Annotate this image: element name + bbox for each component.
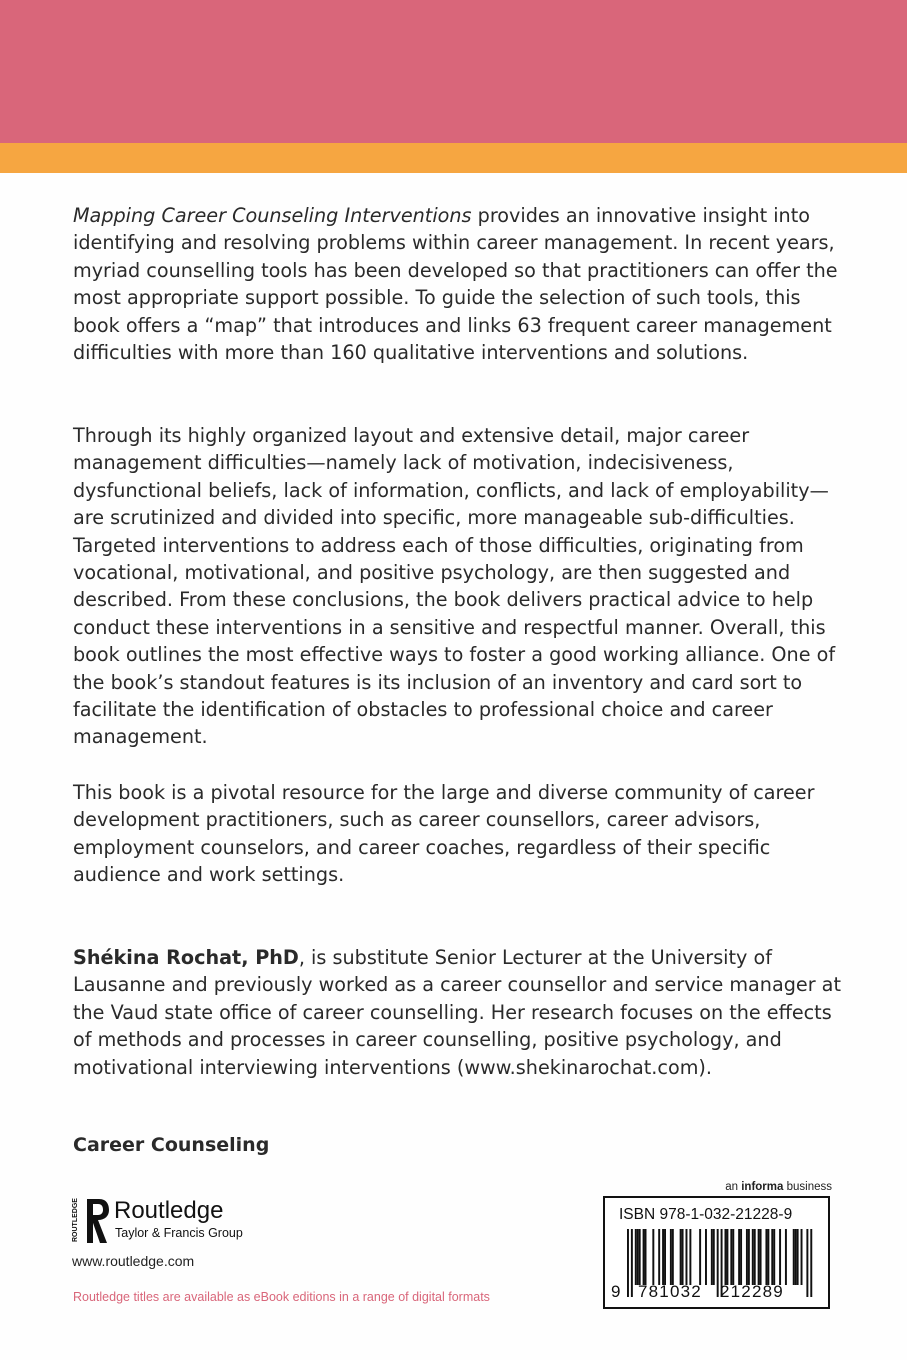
routledge-mark-icon — [85, 1197, 111, 1245]
barcode-bar — [760, 1229, 762, 1285]
author-name: Shékina Rochat, PhD — [73, 946, 299, 969]
barcode-bar — [635, 1229, 637, 1285]
publisher-url: www.routledge.com — [72, 1253, 195, 1269]
barcode-bar — [810, 1229, 812, 1297]
description-paragraph-3: This book is a pivotal resource for the large and diverse community of career development practitioners, such as career counsellors, career advisors, employment counselors, and career coaches, regardless of their specific audience and work settings. — [73, 781, 815, 887]
barcode-bar — [686, 1229, 688, 1285]
barcode-bar — [779, 1229, 781, 1285]
description-paragraph-1 — [73, 202, 843, 366]
publisher-vertical-letters: ROUTLEDGE — [72, 1198, 79, 1242]
barcode-bar — [631, 1229, 633, 1297]
publisher-vertical-wordmark — [70, 1195, 84, 1247]
barcode-bar — [717, 1229, 719, 1297]
barcode-bar — [725, 1229, 727, 1285]
barcode-bar — [801, 1229, 803, 1285]
barcode-bar — [785, 1229, 787, 1285]
subject-category: Career Counseling — [73, 1134, 270, 1156]
barcode-bar — [658, 1229, 660, 1285]
barcode-bar — [699, 1229, 701, 1285]
barcode-bar — [767, 1229, 769, 1285]
barcode-bar — [662, 1229, 664, 1285]
barcode-bar — [689, 1229, 691, 1285]
barcode-bar — [627, 1229, 629, 1297]
barcode-bar — [637, 1229, 639, 1285]
barcode-bar — [748, 1229, 750, 1285]
barcode-bar — [773, 1229, 775, 1285]
barcode-bar — [713, 1229, 715, 1285]
description-paragraph-1-text: provides an innovative insight into identifying and resolving problems within career management. In recent years, myriad counselling tools has been developed so that practitioners can offer the most appropriate support possible. To guide the selection of such tools, this book offers a “map” that introduces and links 63 frequent career management difficulties with more than 160 qualitative interventions and solutions. — [73, 204, 838, 365]
barcode-left-digits: 781032 — [638, 1282, 702, 1301]
ebook-note: Routledge titles are available as eBook editions in a range of digital formats — [73, 1290, 490, 1304]
barcode-bar — [680, 1229, 682, 1285]
barcode-bar — [806, 1229, 808, 1297]
author-bio-text: , is substitute Senior Lecturer at the University of Lausanne and previously worked as a career counsellor and service manager at the Vaud state office of career counselling. Her research focuses on the effects of methods and processes in career counselling, positive psychology, and motivational interviewing interventions (www.shekinarochat.com). — [73, 946, 841, 1079]
informa-suffix: business — [783, 1181, 832, 1193]
informa-brand: informa — [741, 1181, 784, 1193]
barcode-box — [603, 1196, 830, 1309]
barcode-bar — [730, 1229, 732, 1285]
barcode-right-digits: 212289 — [720, 1282, 784, 1301]
publisher-logo — [70, 1195, 310, 1247]
barcode-bar — [738, 1229, 740, 1285]
isbn-label: ISBN 978-1-032-21228-9 — [619, 1206, 793, 1223]
barcode-lead-digit: 9 — [611, 1282, 621, 1301]
barcode-bar — [670, 1229, 672, 1285]
informa-prefix: an — [725, 1181, 742, 1193]
barcode-bar — [664, 1229, 666, 1285]
cover-top-band — [0, 0, 907, 143]
barcode-bar — [643, 1229, 645, 1285]
informa-tagline — [725, 1181, 832, 1193]
barcode-bar — [732, 1229, 734, 1285]
description-paragraph-2: Through its highly organized layout and extensive detail, major career management difficulties—namely lack of motivation, indecisiveness, dysfunctional beliefs, lack of information, conflicts, and lack of employability—are scrutinized and divided into specific, more manageable sub-difficulties. Targeted interventions to address each of those difficulties, originating from vocational, motivational, and positive psychology, are then suggested and described. From these conclusions, the book delivers practical advice to help conduct these interventions in a sensitive and respectful manner. Overall, this book outlines the most effective ways to foster a good working alliance. One of the book’s standout features is its inclusion of an inventory and card sort to facilitate the identification of obstacles to professional choice and career management. — [73, 424, 836, 749]
barcode-bar — [711, 1229, 713, 1285]
barcode-bar — [746, 1229, 748, 1285]
barcode-bar — [797, 1229, 799, 1285]
barcode-bar — [765, 1229, 767, 1285]
barcode-bar — [752, 1229, 754, 1285]
barcode-bar — [645, 1229, 647, 1285]
barcode-bar — [795, 1229, 797, 1285]
barcode-bar — [705, 1229, 707, 1285]
barcode-bar — [754, 1229, 756, 1285]
book-title: Mapping Career Counseling Interventions — [73, 204, 472, 227]
barcode-bar — [682, 1229, 684, 1285]
barcode-bar — [652, 1229, 654, 1285]
barcode-bar — [726, 1229, 728, 1285]
barcode-bar — [639, 1229, 641, 1285]
barcode-bar — [771, 1229, 773, 1285]
cover-accent-band — [0, 143, 907, 173]
barcode-bar — [672, 1229, 674, 1285]
author-bio — [73, 944, 843, 1081]
barcode-bar — [793, 1229, 795, 1285]
barcode-bar — [740, 1229, 742, 1285]
publisher-group: Taylor & Francis Group — [115, 1226, 243, 1240]
barcode-bar — [758, 1229, 760, 1285]
publisher-name: Routledge — [114, 1197, 224, 1224]
